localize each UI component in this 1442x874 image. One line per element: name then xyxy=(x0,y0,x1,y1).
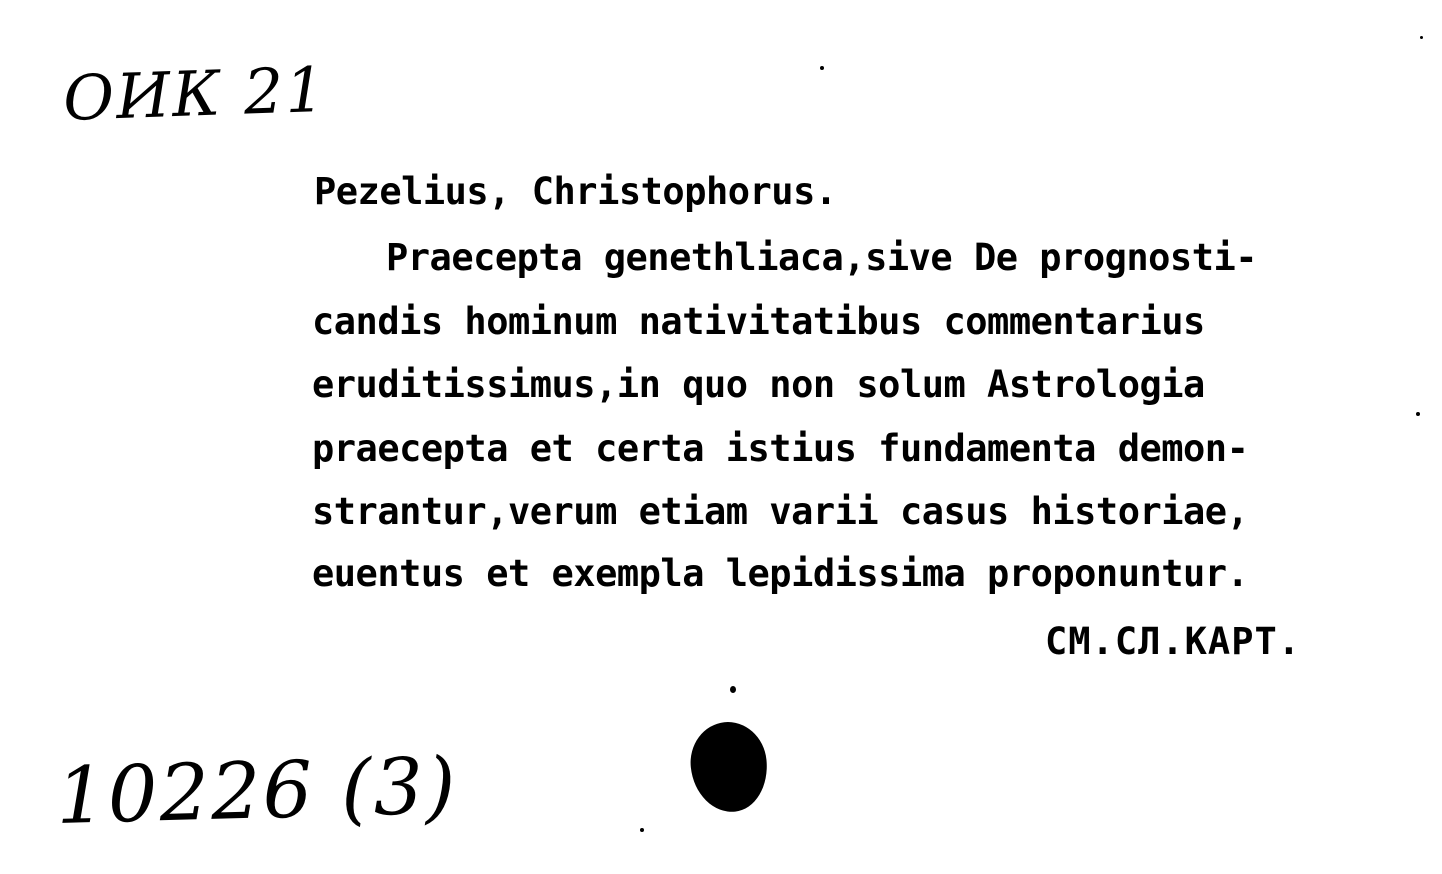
speck xyxy=(640,828,644,832)
handwritten-call-number: 10226 (3) xyxy=(55,741,459,842)
title-line-1: Praecepta genethliaca,sive De prognosti- xyxy=(386,236,1258,279)
title-line-6: euentus et exempla lepidissima proponuntur. xyxy=(312,552,1249,595)
title-line-4: praecepta et certa istius fundamenta demon- xyxy=(312,427,1249,470)
speck xyxy=(730,686,736,693)
handwritten-shelfmark: ОИК 21 xyxy=(62,52,328,135)
title-line-5: strantur,verum etiam varii casus historiae, xyxy=(312,490,1249,533)
speck xyxy=(1416,412,1420,416)
speck xyxy=(820,66,824,70)
see-next-card-note: СМ.СЛ.КАРТ. xyxy=(1045,620,1302,663)
author-heading: Pezelius, Christophorus. xyxy=(314,170,837,213)
title-line-2: candis hominum nativitatibus commentarius xyxy=(312,300,1205,343)
punch-hole xyxy=(687,718,772,815)
title-line-3: eruditissimus,in quo non solum Astrologia xyxy=(312,363,1205,406)
speck xyxy=(1420,36,1423,39)
